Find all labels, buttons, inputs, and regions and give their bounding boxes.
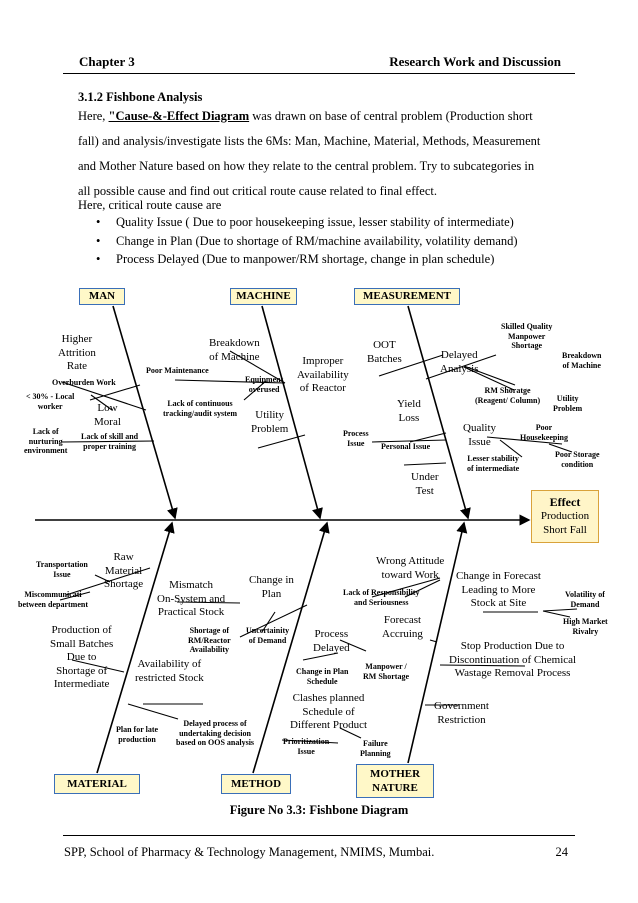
footer-rule xyxy=(63,835,575,836)
effect-box xyxy=(531,490,599,543)
cause-transportation-issue: Transportation Issue xyxy=(36,560,88,579)
list-item: • Change in Plan (Due to shortage of RM/machine availability, volatility demand) xyxy=(96,232,518,251)
category-man: MAN xyxy=(79,288,125,305)
cause-poor-maintenance: Poor Maintenance xyxy=(146,366,209,375)
cause-poor-housekeeping: Poor Housekeeping xyxy=(520,423,569,442)
cause-process-issue: Process Issue xyxy=(343,429,369,448)
cause-local-worker: < 30% - Local worker xyxy=(26,392,75,411)
cause-lack-tracking: Lack of continuous tracking/audit system xyxy=(163,399,237,418)
cause-utility-problem-2: Utility Problem xyxy=(553,394,583,413)
cause-oot-batches: OOT Batches xyxy=(367,339,402,365)
paragraph-text: was drawn on base of central problem (Production short xyxy=(249,109,533,123)
cause-higher-attrition: Higher Attrition Rate xyxy=(58,333,96,372)
cause-manpower-rm-shortage: Manpower / RM Shortage xyxy=(363,662,409,681)
diagram-link[interactable]: "Cause-&-Effect Diagram xyxy=(108,109,250,123)
cause-raw-material-shortage: Raw Material Shortage xyxy=(104,551,144,590)
cause-personal-issue: Personal Issue xyxy=(381,442,431,451)
paragraph-text: Here, xyxy=(78,109,109,123)
cause-clashes-planned: Clashes planned Schedule of Different Product xyxy=(290,692,368,731)
cause-overburden-work: Overburden Work xyxy=(52,378,116,387)
cause-stop-production: Stop Production Due to Discontinuation of Chemical Wastage Removal Process xyxy=(449,640,577,679)
category-material: MATERIAL xyxy=(54,774,140,794)
cause-skilled-manpower: Skilled Quality Manpower Shortage xyxy=(501,322,553,350)
cause-change-in-plan: Change in Plan xyxy=(249,574,294,600)
cause-production-small-batches: Production of Small Batches Due to Shortage of Intermediate xyxy=(50,624,114,690)
category-machine: MACHINE xyxy=(230,288,297,305)
cause-utility-problem: Utility Problem xyxy=(251,409,289,435)
cause-yield-loss: Yield Loss xyxy=(397,398,421,424)
page-number: 24 xyxy=(555,845,568,859)
cause-plan-for-late: Plan for late production xyxy=(116,725,159,744)
cause-uncertainity-demand: Uncertainity of Demand xyxy=(246,626,290,645)
cause-delayed-analysis: Delayed Analysis xyxy=(440,349,479,375)
cause-breakdown-machine: Breakdown of Machine xyxy=(209,337,260,363)
cause-wrong-attitude: Wrong Attitude toward Work xyxy=(376,555,445,581)
chapter-label: Chapter 3 xyxy=(79,54,135,69)
category-measurement: MEASUREMENT xyxy=(354,288,460,305)
cause-lack-skill: Lack of skill and proper training xyxy=(81,432,139,451)
cause-change-plan-schedule: Change in Plan Schedule xyxy=(296,667,349,686)
category-mother-nature: MOTHER NATURE xyxy=(356,764,434,798)
chapter-title: Research Work and Discussion xyxy=(389,54,561,69)
list-item: • Process Delayed (Due to manpower/RM shortage, change in plan schedule) xyxy=(96,250,518,269)
category-method: METHOD xyxy=(221,774,291,794)
effect-title: Effect xyxy=(549,495,581,509)
cause-improper-availability: Improper Availability of Reactor xyxy=(297,355,349,394)
cause-lack-nurturing: Lack of nurturing environment xyxy=(24,427,68,455)
paragraph-line-3: and Mother Nature based on how they relate to the central problem. Try to subcategories in xyxy=(78,159,535,173)
cause-lesser-stability: Lesser stability of intermediate xyxy=(467,454,520,473)
paragraph-line-5: Here, critical route cause are xyxy=(78,198,222,212)
section-heading: 3.1.2 Fishbone Analysis xyxy=(78,90,203,104)
cause-equipment-overused: Equipment overused xyxy=(245,375,284,394)
cause-high-market-rivalry: High Market Rivalry xyxy=(563,617,608,636)
paragraph-line-2: fall) and analysis/investigate lists the 6Ms: Man, Machine, Material, Methods, Measurement xyxy=(78,134,541,148)
cause-change-forecast: Change in Forecast Leading to More Stock at Site xyxy=(456,570,541,609)
footer-institution: SPP, School of Pharmacy & Technology Management, NMIMS, Mumbai. xyxy=(64,845,435,859)
paragraph-line-4: all possible cause and find out critical route cause related to final effect. xyxy=(78,184,437,198)
cause-forecast-accruing: Forecast Accruing xyxy=(382,614,423,640)
figure-caption: Figure No 3.3: Fishbone Diagram xyxy=(229,803,409,817)
cause-mismatch-stock: Mismatch On-System and Practical Stock xyxy=(157,579,226,618)
cause-delayed-process-decision: Delayed process of undertaking decision based on OOS analysis xyxy=(176,719,255,747)
list-item: • Quality Issue ( Due to poor housekeeping issue, lesser stability of intermediate) xyxy=(96,213,518,232)
cause-breakdown-machine-2: Breakdown of Machine xyxy=(562,351,602,370)
cause-prioritization-issue: Prioritization Issue xyxy=(283,737,330,756)
cause-miscommunication: Miscommunicati between department xyxy=(18,590,88,609)
cause-volatility-demand: Volatility of Demand xyxy=(565,590,605,609)
cause-failure-planning: Failure Planning xyxy=(360,739,391,758)
cause-under-test: Under Test xyxy=(411,471,439,497)
cause-government-restriction: Government Restriction xyxy=(434,700,489,726)
cause-quality-issue: Quality Issue xyxy=(463,422,496,448)
cause-process-delayed: Process Delayed xyxy=(313,628,350,654)
cause-availability-restricted: Availability of restricted Stock xyxy=(135,658,204,684)
cause-lack-responsibility: Lack of Responsibility and Seriousness xyxy=(343,588,420,607)
cause-poor-storage: Poor Storage condition xyxy=(555,450,600,469)
effect-text: Production Short Fall xyxy=(540,510,590,536)
cause-rm-shortage: RM Shoratge (Reagent/ Column) xyxy=(475,386,541,405)
cause-shortage-rm-reactor: Shortage of RM/Reactor Availability xyxy=(188,626,231,654)
cause-low-moral: Low Moral xyxy=(94,402,121,428)
